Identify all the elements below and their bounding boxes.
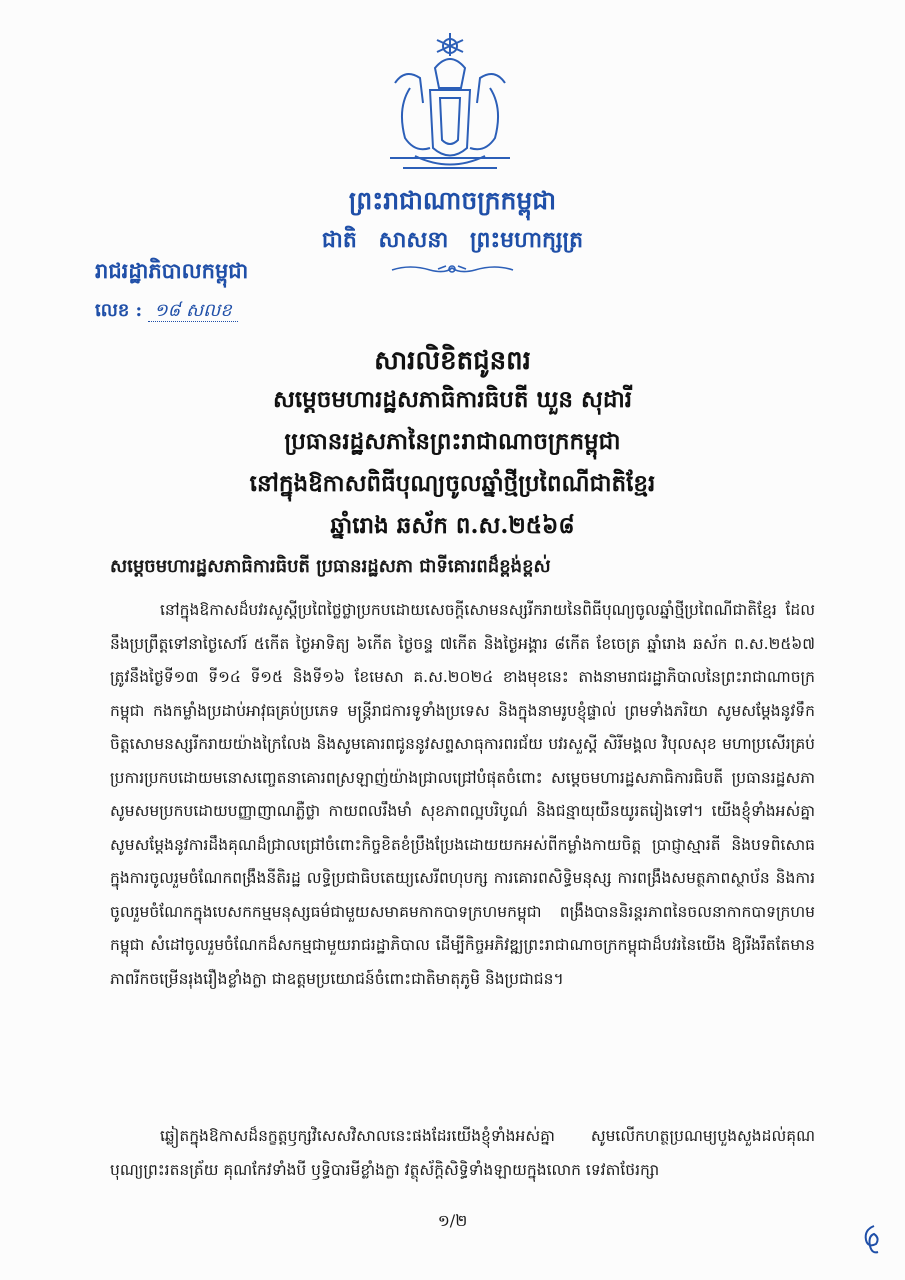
occasion: នៅក្នុងឱកាសពិធីបុណ្យចូលឆ្នាំថ្មីប្រពៃណីជាតិខ្មែរ (249, 470, 656, 497)
recipient-name: សម្តេចមហារដ្ឋសភាធិការធិបតី ឃួន សុដារី (272, 386, 633, 413)
decorative-divider-ornament-icon (390, 262, 515, 276)
kingdom-name: ព្រះរាជាណាចក្រកម្ពុជា (348, 186, 557, 215)
handwritten-initial-icon (860, 1222, 882, 1258)
body-paragraph: ឆ្លៀតក្នុងឱកាសដ៏នក្ខត្តឫក្សវិសេសវិសាលនេះផងដែរយើងខ្ញុំទាំងអស់គ្នា សូមលើកហត្ថប្រណម្យបួងសួងដល់គុណបុណ្យព្រះរតនត្រ័យ គុណកែវទាំងបី ឫទ្ធិបារមីខ្លាំងក្លា វត្ថុស័ក្តិសិទ្ធិទាំងឡាយក្នុងលោក ទេវតាថែរក្សា (110, 1127, 815, 1179)
sender-government: រាជរដ្ឋាភិបាលកម្ពុជា (95, 258, 249, 283)
recipient-position: ប្រធានរដ្ឋសភានៃព្រះរាជាណាចក្រកម្ពុជា (284, 428, 621, 455)
reference-value: ១៨ សលខ (148, 300, 238, 322)
reference-label: លេខ : (95, 300, 143, 321)
national-motto: ជាតិ សាសនា ព្រះមហាក្សត្រ (321, 227, 584, 253)
royal-coat-of-arms-emblem-icon (375, 28, 525, 178)
body-paragraph: នៅក្នុងឱកាសដ៏បវរសួស្តីប្រពៃថ្លៃថ្លាប្រកបដោយសេចក្តីសោមនស្សរីករាយនៃពិធីបុណ្យចូលឆ្នាំថ្មីប្រពៃណីជាតិខ្មែរ ដែលនឹងប្រព្រឹត្តទៅនាថ្ងៃសៅរ៍ ៥កើត ថ្ងៃអាទិត្យ ៦កើត ថ្ងៃចន្ទ ៧កើត និងថ្ងៃអង្គារ ៨កើត ខែចេត្រ ឆ្នាំរោង ឆស័ក ព.ស.២៥៦៧ ត្រូវនឹងថ្ងៃទី១៣ ទី១៤ ទី១៥ និងទី១៦ ខែមេសា គ.ស.២០២៤ ខាងមុខនេះ តាងនាមរាជរដ្ឋាភិបាលនៃព្រះរាជាណាចក្រកម្ពុជា កងកម្លាំងប្រដាប់អាវុធគ្រប់ប្រភេទ មន្ត្រីរាជការទូទាំងប្រទេស និងក្នុងនាមរូបខ្ញុំផ្ទាល់ ព្រមទាំងភរិយា សូមសម្តែងនូវទឹកចិត្តសោមនស្សរីករាយយ៉ាងក្រៃលែង និងសូមគោរពជូននូវសព្ទសាធុការពរជ័យ បវរសួស្តី សិរីមង្គល វិបុលសុខ មហាប្រសើរគ្រប់ប្រការប្រកបដោយមនោសញ្ចេតនាគោរពស្រឡាញ់យ៉ាងជ្រាលជ្រៅបំផុតចំពោះ សម្តេចមហារដ្ឋសភាធិការធិបតី ប្រធានរដ្ឋសភា សូមសមប្រកបដោយបញ្ញាញាណភ្លឺថ្លា កាយពលរឹងមាំ សុខភាពល្អបរិបូណ៌ និងជន្មាយុយឺនយូរតរៀងទៅ។ យើងខ្ញុំទាំងអស់គ្នា សូមសម្តែងនូវការដឹងគុណដ៏ជ្រាលជ្រៅចំពោះកិច្ចខិតខំប្រឹងប្រែងដោយយកអស់ពីកម្លាំងកាយចិត្ត ប្រាជ្ញាស្មារតី និងបទពិសោធក្នុងការចូលរួមចំណែកពង្រឹងនីតិរដ្ឋ លទ្ធិប្រជាធិបតេយ្យសេរីពហុបក្ស ការគោរពសិទ្ធិមនុស្ស ការពង្រឹងសមត្ថភាពស្ថាប័ន និងការចូលរួមចំណែកក្នុងបេសកកម្មមនុស្សធម៌ជាមួយសមាគមកាកបាទក្រហមកម្ពុជា ពង្រឹងបាននិរន្តរភាពនៃចលនាកាកបាទក្រហមកម្ពុជា សំដៅចូលរួមចំណែកដ៏សកម្មជាមួយរាជរដ្ឋាភិបាល ដើម្បីកិច្ចអភិវឌ្ឍព្រះរាជាណាចក្រកម្ពុជាដ៏បវរនៃយើង ឱ្យរីងរឹតតែមានភាពរីកចម្រើនរុងរឿងខ្លាំងក្លា ជាឧត្តមប្រយោជន៍ចំពោះជាតិមាតុភូមិ និងប្រជាជន។ (110, 601, 815, 988)
salutation: សម្តេចមហារដ្ឋសភាធិការធិបតី ប្រធានរដ្ឋសភា ជាទីគោរពដ៏ខ្ពង់ខ្ពស់ (110, 556, 551, 577)
occasion-year: ឆ្នាំរោង ឆស័ក ព.ស.២៥៦៨ (330, 512, 575, 539)
page-number: ១/២ (437, 1211, 468, 1230)
letter-title: សារលិខិតជូនពរ (374, 346, 531, 376)
reference-number (95, 298, 238, 325)
